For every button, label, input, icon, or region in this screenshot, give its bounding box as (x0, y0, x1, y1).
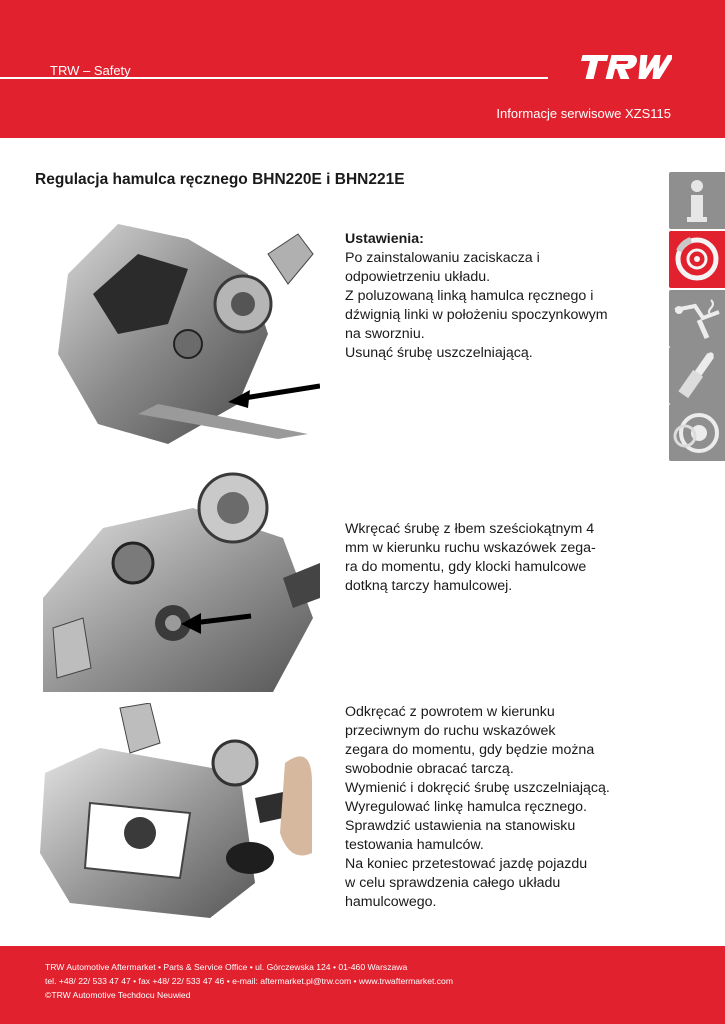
caliper-photo-3 (40, 703, 312, 928)
step-2-text (345, 520, 645, 596)
footer-band (0, 946, 725, 1024)
step-3-line: Sprawdzić ustawienia na stanowisku (345, 818, 576, 834)
footer-contact: tel. +48/ 22/ 533 47 47 • fax +48/ 22/ 533 47 46 • e-mail: aftermarket.pl@trw.com • www.trwaftermarket.com (45, 976, 453, 986)
caliper-photo-2 (43, 468, 320, 692)
step-3-line: Na koniec przetestować jazdę pojazdu (345, 856, 588, 872)
step-3-text (345, 703, 645, 912)
sidebar-tile-brakes[interactable] (669, 231, 725, 288)
caliper-photo-1 (38, 214, 320, 456)
step-2-line: Wkręcać śrubę z łbem sześciokątnym 4 (345, 521, 595, 537)
step-2-line: dotkną tarczy hamulcowej. (345, 578, 513, 594)
step-1-line: odpowietrzeniu układu. (345, 269, 491, 285)
step-3-line: Wyregulować linkę hamulca ręcznego. (345, 799, 587, 815)
info-icon (669, 172, 725, 229)
step-1-line: Z poluzowaną linką hamulca ręcznego i (345, 288, 594, 304)
sidebar-tile-clutch[interactable] (669, 404, 725, 461)
brand-line: TRW – Safety (50, 63, 131, 78)
clutch-icon (669, 404, 725, 461)
footer-address: TRW Automotive Aftermarket • Parts & Service Office • ul. Górczewska 124 • 01-460 Warszawa (45, 962, 408, 972)
trw-logo (575, 53, 672, 81)
step-1-line: Po zainstalowaniu zaciskacza i (345, 250, 540, 266)
steering-suspension-icon (669, 290, 725, 347)
step-1-line: Usunąć śrubę uszczelniającą. (345, 345, 533, 361)
step-3-line: w celu sprawdzenia całego układu (345, 875, 561, 891)
step-3-line: Odkręcać z powrotem w kierunku (345, 704, 555, 720)
step-3-line: testowania hamulców. (345, 837, 484, 853)
header-band (0, 0, 725, 138)
step-2-line: mm w kierunku ruchu wskazówek zega- (345, 540, 596, 556)
step-1-line: dźwignią linki w położeniu spoczynkowym (345, 307, 608, 323)
step-3-line: swobodnie obracać tarczą. (345, 761, 514, 777)
step-1-heading: Ustawienia: (345, 231, 424, 247)
step-1-text (345, 230, 645, 363)
sidebar-tile-info[interactable] (669, 172, 725, 229)
shock-absorber-icon (669, 347, 725, 404)
page-title: Regulacja hamulca ręcznego BHN220E i BHN221E (35, 171, 405, 188)
step-3-line: zegara do momentu, gdy będzie można (345, 742, 595, 758)
sidebar-tile-shocks[interactable] (669, 347, 725, 404)
step-3-line: przeciwnym do ruchu wskazówek (345, 723, 556, 739)
step-3-line: hamulcowego. (345, 894, 437, 910)
step-1-line: na sworzniu. (345, 326, 425, 342)
step-2-line: ra do momentu, gdy klocki hamulcowe (345, 559, 587, 575)
brake-disc-icon (669, 231, 725, 288)
document-info: Informacje serwisowe XZS115 (496, 106, 671, 121)
step-3-line: Wymienić i dokręcić śrubę uszczelniającą. (345, 780, 610, 796)
sidebar-tile-steering[interactable] (669, 290, 725, 347)
footer-copyright: ©TRW Automotive Techdocu Neuwied (45, 990, 191, 1000)
